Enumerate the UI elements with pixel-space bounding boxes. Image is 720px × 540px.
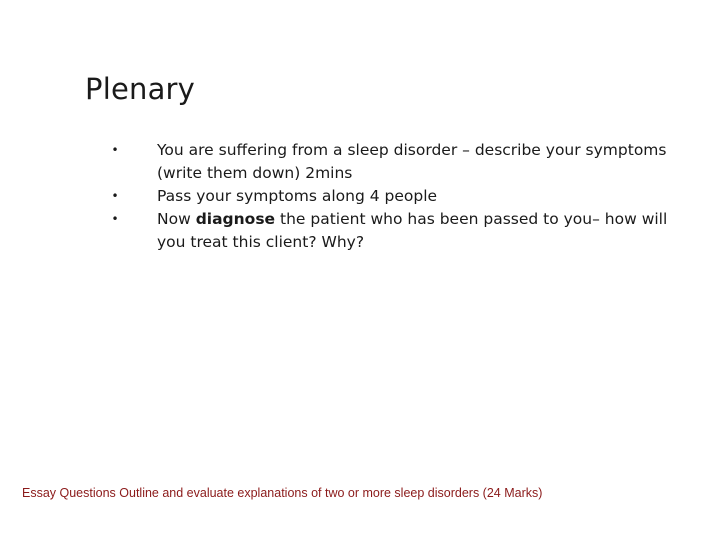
bullet-icon: • bbox=[111, 189, 119, 203]
slide-title: Plenary bbox=[85, 72, 196, 106]
bullet-text bbox=[157, 210, 667, 251]
bullet-icon: • bbox=[111, 143, 119, 157]
bullet-text-bold: diagnose bbox=[195, 210, 276, 228]
bullet-text-prefix: Now bbox=[157, 210, 196, 228]
bullet-text: Pass your symptoms along 4 people bbox=[157, 187, 438, 205]
bullet-text-suffix: the patient who has been passed to you– how will you treat this client? Why? bbox=[157, 210, 668, 251]
bullet-icon: • bbox=[111, 212, 119, 226]
essay-question: Essay Questions Outline and evaluate explanations of two or more sleep disorders (24 Marks) bbox=[22, 486, 543, 500]
bullet-item bbox=[110, 185, 690, 208]
bullet-list bbox=[110, 139, 690, 254]
bullet-item bbox=[110, 139, 690, 185]
bullet-item bbox=[110, 208, 690, 254]
bullet-text: You are suffering from a sleep disorder – describe your symptoms (write them down) 2mins bbox=[157, 141, 667, 182]
